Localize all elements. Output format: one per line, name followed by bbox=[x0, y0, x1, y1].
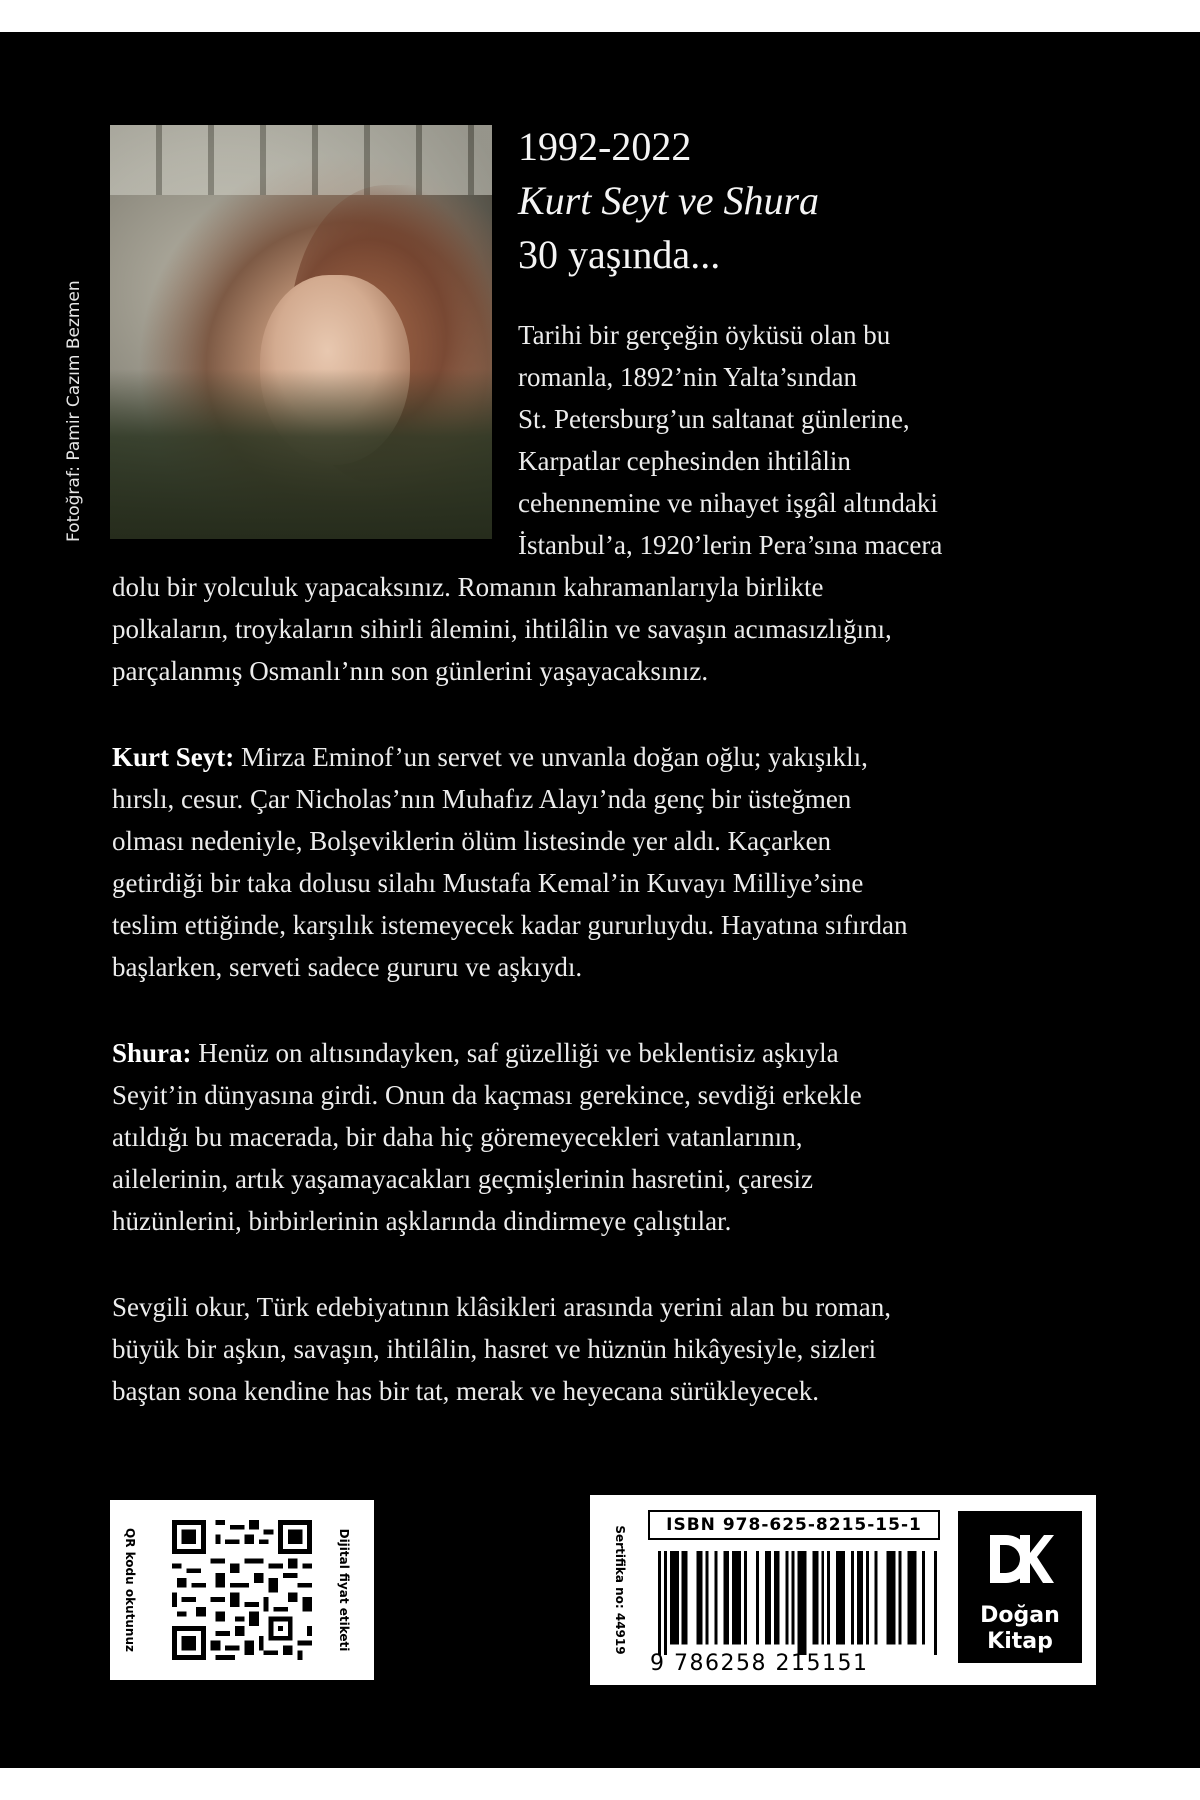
barcode-bar bbox=[851, 1551, 854, 1645]
book-back-cover bbox=[0, 32, 1200, 1768]
shura-line: hüzünlerini, birbirlerinin aşklarında dindirmeye çalıştılar. bbox=[112, 1206, 732, 1236]
photo-window-reflection bbox=[110, 125, 492, 195]
publisher-name-line1: Doğan bbox=[980, 1603, 1060, 1628]
closing-line: baştan sona kendine has bir tat, merak ve heyecana sürükleyecek. bbox=[112, 1376, 819, 1406]
dk-logo-icon bbox=[986, 1531, 1054, 1587]
barcode-bar bbox=[756, 1551, 759, 1645]
qr-instruction-text: QR kodu okutunuz bbox=[123, 1528, 137, 1652]
photo-credit-text: Fotoğraf: Pamir Cazım Bezmen bbox=[64, 280, 84, 542]
barcode-bar bbox=[866, 1551, 869, 1645]
barcode-bar bbox=[910, 1551, 913, 1645]
barcode-bar bbox=[898, 1551, 901, 1645]
digital-price-label bbox=[110, 1500, 374, 1680]
barcode-bar bbox=[839, 1551, 842, 1645]
barcode-bar bbox=[803, 1551, 806, 1655]
kurt-seyt-line: getirdiği bir taka dolusu silahı Mustafa Kemal’in Kuvayı Milliye’sine bbox=[112, 868, 864, 898]
shura-line: Seyit’in dünyasına girdi. Onun da kaçması gerekince, sevdiği erkekle bbox=[112, 1080, 862, 1110]
kurt-seyt-label: Kurt Seyt: bbox=[112, 742, 235, 772]
barcode-bar bbox=[697, 1551, 700, 1645]
barcode-bar bbox=[792, 1551, 795, 1645]
publisher-logo bbox=[958, 1511, 1082, 1663]
barcode-bar bbox=[800, 1551, 803, 1655]
headline-title: Kurt Seyt ve Shura bbox=[518, 178, 820, 223]
barcode-bar bbox=[913, 1551, 916, 1645]
barcode-bar bbox=[907, 1551, 910, 1645]
barcode-bar bbox=[664, 1551, 667, 1655]
shura-line: atıldığı bu macerada, bir daha hiç göremeyecekleri vatanlarının, bbox=[112, 1122, 803, 1152]
barcode-bar bbox=[705, 1551, 708, 1645]
shura-line: ailelerinin, artık yaşamayacakları geçmişlerinin hasretini, çaresiz bbox=[112, 1164, 813, 1194]
intro-line: polkaların, troykaların sihirli âlemini, ihtilâlin ve savaşın acımasızlığını, bbox=[112, 614, 892, 644]
barcode-bar bbox=[821, 1551, 824, 1645]
barcode-bar bbox=[673, 1551, 676, 1645]
kurt-seyt-line: hırslı, cesur. Çar Nicholas’nın Muhafız Alayı’nda genç bir üsteğmen bbox=[112, 784, 852, 814]
barcode-bar bbox=[732, 1551, 735, 1645]
kurt-seyt-text: Mirza Eminof’un servet ve unvanla doğan oğlu; yakışıklı, bbox=[234, 742, 868, 772]
barcode-bar bbox=[658, 1551, 661, 1655]
intro-line: cehennemine ve nihayet işgâl altındaki bbox=[518, 488, 938, 518]
barcode-bar bbox=[875, 1551, 878, 1645]
barcode-bar bbox=[765, 1551, 768, 1645]
barcode-bar bbox=[744, 1551, 747, 1645]
barcode-bar bbox=[798, 1551, 801, 1655]
digital-price-tag-text: Dijital fiyat etiketi bbox=[337, 1528, 351, 1652]
barcode-number: 9 786258 215151 bbox=[650, 1651, 869, 1676]
shura-text: Henüz on altısındayken, saf güzelliği ve beklentisiz aşkıyla bbox=[191, 1038, 839, 1068]
photo-plants bbox=[110, 369, 492, 539]
barcode-bar bbox=[700, 1551, 703, 1645]
closing-line: Sevgili okur, Türk edebiyatının klâsikleri arasında yerini alan bu roman, bbox=[112, 1292, 891, 1322]
isbn-label: ISBN 978-625-8215-15-1 bbox=[648, 1510, 940, 1540]
headline-age: 30 yaşında... bbox=[518, 232, 721, 277]
barcode-bar bbox=[777, 1551, 780, 1645]
barcode-bar bbox=[685, 1551, 688, 1645]
isbn-barcode-panel bbox=[590, 1495, 1096, 1685]
intro-line: İstanbul’a, 1920’lerin Pera’sına macera bbox=[518, 530, 943, 560]
kurt-seyt-line bbox=[112, 736, 868, 778]
barcode-bar bbox=[812, 1551, 815, 1645]
barcode-bar bbox=[815, 1551, 818, 1645]
intro-line: romanla, 1892’nin Yalta’sından bbox=[518, 362, 857, 392]
headline-years: 1992-2022 bbox=[518, 124, 692, 169]
barcode-bar bbox=[774, 1551, 777, 1645]
kurt-seyt-line: olması nedeniyle, Bolşeviklerin ölüm listesinde yer aldı. Kaçarken bbox=[112, 826, 832, 856]
barcode-bar bbox=[842, 1551, 845, 1645]
qr-code-icon[interactable] bbox=[166, 1520, 318, 1660]
barcode-bar bbox=[934, 1551, 937, 1655]
barcode-icon bbox=[658, 1551, 940, 1655]
author-photo bbox=[110, 125, 492, 539]
barcode-bar bbox=[922, 1551, 925, 1645]
intro-line: St. Petersburg’un saltanat günlerine, bbox=[518, 404, 910, 434]
intro-line: Tarihi bir gerçeğin öyküsü olan bu bbox=[518, 320, 891, 350]
barcode-bar bbox=[836, 1551, 839, 1645]
barcode-bar bbox=[786, 1551, 789, 1645]
certificate-number-text: Sertifika no: 44919 bbox=[613, 1525, 627, 1655]
barcode-bar bbox=[735, 1551, 738, 1645]
kurt-seyt-line: başlarken, serveti sadece gururu ve aşkıydı. bbox=[112, 952, 583, 982]
barcode-bar bbox=[723, 1551, 726, 1645]
barcode-bar bbox=[860, 1551, 863, 1645]
shura-label: Shura: bbox=[112, 1038, 192, 1068]
barcode-bar bbox=[887, 1551, 890, 1645]
closing-line: büyük bir aşkın, savaşın, ihtilâlin, hasret ve hüznün hikâyesiyle, sizleri bbox=[112, 1334, 877, 1364]
intro-line: dolu bir yolculuk yapacaksınız. Romanın kahramanlarıyla birlikte bbox=[112, 572, 824, 602]
barcode-bar bbox=[726, 1551, 729, 1645]
barcode-bar bbox=[893, 1551, 896, 1645]
barcode-bar bbox=[676, 1551, 679, 1645]
barcode-bar bbox=[857, 1551, 860, 1645]
intro-line: Karpatlar cephesinden ihtilâlin bbox=[518, 446, 851, 476]
barcode-bar bbox=[827, 1551, 830, 1645]
barcode-bar bbox=[768, 1551, 771, 1645]
barcode-bar bbox=[714, 1551, 717, 1645]
kurt-seyt-line: teslim ettiğinde, karşılık istemeyecek kadar gururluydu. Hayatına sıfırdan bbox=[112, 910, 908, 940]
barcode-bar bbox=[670, 1551, 673, 1645]
intro-line: parçalanmış Osmanlı’nın son günlerini yaşayacaksınız. bbox=[112, 656, 709, 686]
publisher-name-line2: Kitap bbox=[987, 1629, 1053, 1654]
shura-line bbox=[112, 1032, 839, 1074]
barcode-bar bbox=[890, 1551, 893, 1645]
barcode-bar bbox=[738, 1551, 741, 1645]
barcode-bar bbox=[682, 1551, 685, 1645]
